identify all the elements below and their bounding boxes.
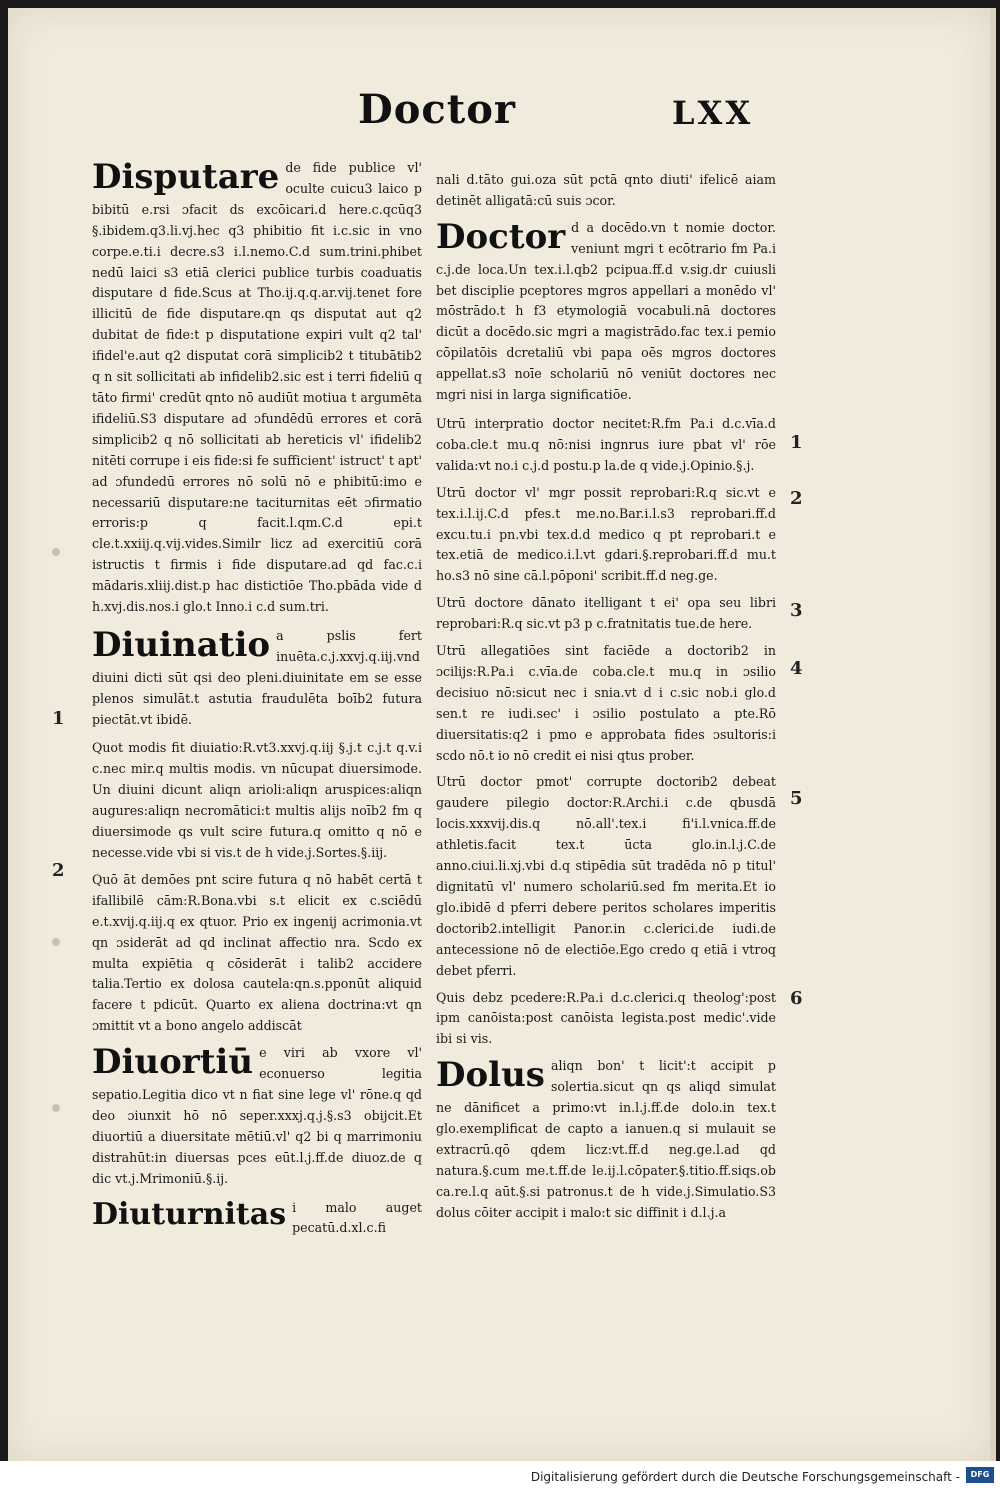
- entry-text: i malo auget pecatū.d.xl.c.fi: [292, 1199, 422, 1236]
- entry-disputare: [92, 158, 422, 618]
- margin-number: 5: [790, 788, 803, 809]
- entry-diuinatio: [92, 626, 422, 731]
- entry-doctor: [436, 218, 776, 406]
- entry-heading: Diuinatio: [92, 624, 271, 665]
- left-column: [92, 158, 422, 1247]
- paragraph: Utrū doctor pmot' corrupte doctorib2 debeat gaudere pilegio doctor:R.Archi.i c.de qbusdā locis.xxxvij.dis.q nō.all'.tex.i fi'i.l.vnica.ff.de athletis.facit tex.t ūcta glo.in.l.j.C.de anno.ciui.li.xj.vbi d.q stipēdia sūt tradēda nō p titul' dignitatū vl' numero scholariū.sed fm merita.Et io glo.ibidē d pferri debere peritos scholares imperitis doctorib2.intelligit Panor.in c.clerici.de iudi.de antecessione nō de electiōe.Ego credo q etiā i vtroq debet pferri.: [436, 774, 776, 978]
- entry-heading: Disputare: [92, 157, 280, 197]
- entry-diuortium: [92, 1043, 422, 1189]
- margin-number: 3: [790, 600, 803, 621]
- entry-text: a pslis fert inuēta.c.j.xxvj.q.iij.vnd diuini dicti sūt qsi deo pleni.diuinitate em se esse plenos simulāt.t astutia fraudulēta boīb2 futura piectāt.vt ibidē.: [92, 627, 422, 727]
- entry-heading: Dolus: [436, 1055, 545, 1096]
- margin-number: 1: [52, 708, 65, 729]
- entry-dolus: [436, 1056, 776, 1223]
- paragraph: Quis debz pcedere:R.Pa.i d.c.clerici.q theolog':post ipm canōista:post canōista legista.post medic'.vide ibi si vis.: [436, 989, 776, 1047]
- entry-heading: Doctor: [436, 216, 566, 257]
- margin-number: 1: [790, 432, 803, 453]
- paragraph: Utrū doctor vl' mgr possit reprobari:R.q sic.vt e tex.i.l.ij.C.d pfes.t me.no.Bar.i.l.s3 reprobari.ff.d excu.tu.i pn.vbi tex.d.d medico q pt reprobari.t e tex.etiā de medico.i.l.vt gdari.§.reprobari.ff.d mu.t ho.s3 nō sine cā.l.pōponi' scribit.ff.d neg.ge.: [436, 484, 776, 584]
- entry-text: e viri ab vxore vl' econuerso legitia sepatio.Legitia dico vt n fiat sine lege vl' rōne.q qd deo ɔiunxit hō nō seper.xxxj.q.j.§.s3 obijcit.Et diuortiū a diuersitate mētiū.vl' q2 bi q marrimoniu distrahūt:in diuersas pces eūt.l.j.ff.de diuoz.de q dic vt.j.Mrimoniū.§.ij.: [92, 1045, 422, 1186]
- entry-text: d a docēdo.vn t nomie doctor. veniunt mgri t ecōtrario fm Pa.i c.j.de loca.Un tex.i.l.qb2 pcipua.ff.d v.sig.dr cuiusli bet disciplie pceptores mgros appellari a monēdo vl' mōstrādo.t h f3 etymologiā vocabuli.nā doctores dicūt a docēdo.sic mgri a magistrādo.fac tex.i pemio cōpilatōis dcretaliū vbi papa oēs mgros doctores appellat.s3 noīe scholariū nō veniūt doctores nec mgri nisi in larga significatiōe.: [436, 219, 776, 403]
- paragraph: Quō āt demōes pnt scire futura q nō habēt certā t ifallibilē cām:R.Bona.vbi s.t elicit ex c.sciēdū e.t.xvij.q.iij.q ex qtuor. Prio ex ingenij acrimonia.vt qn ɔsiderāt ad qd inclinat affectio nra. Scdo ex multa expiētia q cōsiderāt i talib2 accidere talia.Tertio ex dolosa cautela:qn.s.pponūt aliquid facere t pdicūt. Quarto ex aliena doctrina:vt qn ɔmittit vt a bono angelo addiscāt: [92, 871, 422, 1034]
- margin-number: 2: [790, 488, 803, 509]
- footer-bar: [0, 1461, 1000, 1491]
- binding-hole: [52, 548, 60, 556]
- margin-number: 6: [790, 988, 803, 1009]
- folio-number: LXX: [672, 94, 754, 132]
- entry-heading: Diuortiū: [92, 1042, 254, 1083]
- binding-hole: [52, 938, 60, 946]
- paragraph: nali d.tāto gui.oza sūt pctā qnto diuti' ifelicē aiam detinēt alligatā:cū suis ɔcor.: [436, 172, 776, 208]
- entry-diuturnitas: [92, 1198, 422, 1240]
- running-head: Doctor: [358, 86, 516, 133]
- book-page: [8, 8, 996, 1461]
- paragraph: Utrū allegatiōes sint faciēde a doctorib2 in ɔcilijs:R.Pa.i c.vīa.de coba.cle.t mu.q in ɔsilio decisiuo nō:sicut nec i snia.vt d i c.sic nob.i glo.d sen.t re iudi.sec' i ɔsilio postulato a pte.Rō diuersitatis:q2 i pmo e approbata fides ɔsultoris:i scdo nō.t io nō credit ei nisi qtus prober.: [436, 643, 776, 763]
- paragraph: Quot modis fit diuiatio:R.vt3.xxvj.q.iij §.j.t c.j.t q.v.i c.nec mir.q multis modis. vn nūcupat diuersimode. Un diuini dicunt aliqn arioli:aliqn aruspices:aliqn augures:aliqn necromātici:t multis alijs noīb2 fm q diuersimode qs vult scire futura.q omitto q nō e necesse.vide vbi si vis.t de h vide.j.Sortes.§.iij.: [92, 740, 422, 860]
- paragraph: Utrū interpratio doctor necitet:R.fm Pa.i d.c.vīa.d coba.cle.t mu.q nō:nisi ingnrus iure pbat vl' rōe valida:vt no.i c.j.d postu.p la.de q vide.j.Opinio.§.j.: [436, 415, 776, 473]
- margin-number: 2: [52, 860, 65, 881]
- entry-heading: Diuturnitas: [92, 1196, 287, 1232]
- entry-text: de fide publice vl' oculte cuicu3 laico p bibitū e.rsi ɔfacit ds excōicari.d here.c.qcūq3 §.ibidem.q3.li.vj.hec q3 phibitio fit i.c.sic in vno corpe.e.ti.i decre.s3 i.l.nemo.C.d sum.trini.phibet nedū laici s3 etiā clerici publice turbis coaduatis disputare d fide.Scus at Tho.ij.q.q.ar.vij.tenet fore illicitū de fide disputare.qn qs disputat aut q2 dubitat de fide:t p disputatione expiri vult q2 tal' ifidel'e.aut q2 disputat corā simplicib2 t titubātib2 q n sit sollicitati ab infidelib2.sic est i terri fideliū q tāto firmi' credūt qnto nō audiūt motiua t argumēta ifideliū.S3 disputare ad ɔfundēdū errores et corā simplicib2 q nō sollicitati ab hereticis vl' ifidelib2 nitēti corrupe i eis fide:si fe sufficient' istruct' t apt' ad ɔfundedū errores nō solū nō e phibitū:imo e necessariū disputare:ne taciturnitas eēt ɔfirmatio erroris:p q facit.l.qm.C.d epi.t cle.t.xxiij.q.vij.vides.Similr licz ad exercitiū corā istructis t firmis i fide disputare.ad qd fac.c.i mādaris.xliij.dist.p hac distictiōe Tho.pbāda vide d h.xvj.dis.nos.i glo.t Inno.i c.d sum.tri.: [92, 160, 422, 615]
- dfg-logo: DFG: [966, 1467, 994, 1483]
- entry-text: aliqn bon' t licit':t accipit p solertia.sicut qn qs aliqd simulat ne dānificet a primo:vt in.l.j.ff.de dolo.in tex.t glo.exemplificat de capto a ianuen.q si mulauit se extracrū.qō qdem licz:vt.ff.d neg.ge.l.ad qd natura.§.cum me.t.ff.de le.ij.l.cōpater.§.titio.ff.siqs.ob ca.re.l.q aūt.§.si patronus.t de h vide.j.Simulatio.S3 dolus cōiter accipit i malo:t sic diffinit i d.l.j.a: [436, 1058, 776, 1220]
- binding-hole: [52, 1104, 60, 1112]
- right-column: [436, 170, 776, 1232]
- funding-credit: Digitalisierung gefördert durch die Deutsche Forschungsgemeinschaft -: [530, 1470, 960, 1484]
- paragraph: Utrū doctore dānato itelligant t ei' opa seu libri reprobari:R.q sic.vt p3 p c.fratnitatis tue.de here.: [436, 595, 776, 632]
- margin-number: 4: [790, 658, 803, 679]
